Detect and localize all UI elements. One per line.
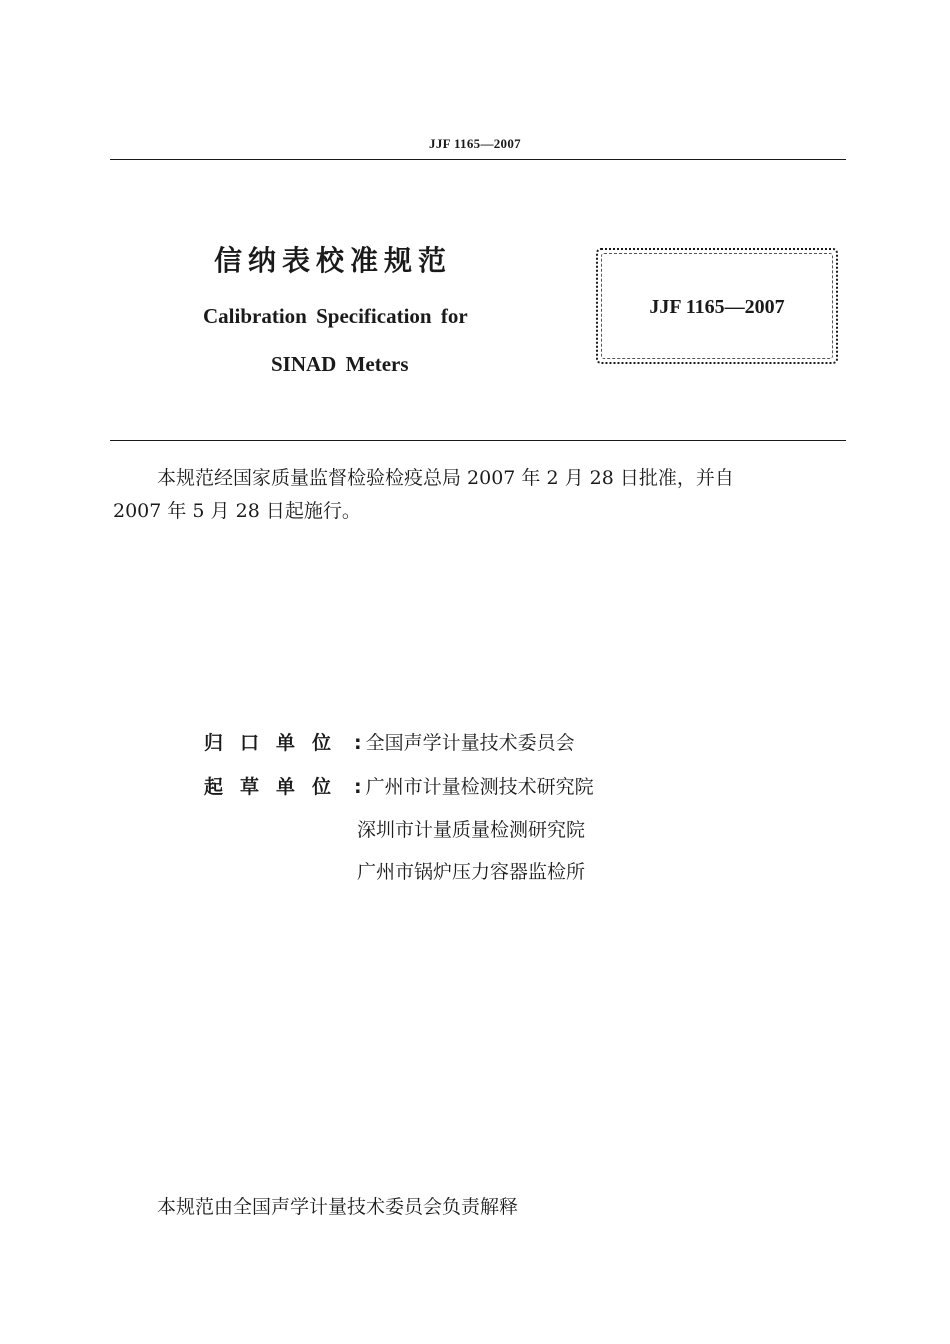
label-colon: :	[354, 732, 362, 754]
drafting-unit-row	[204, 772, 594, 802]
interpretation-note: 本规范由全国声学计量技术委员会负责解释	[157, 1196, 519, 1218]
label-char: 归	[204, 732, 224, 754]
label-char: 位	[312, 776, 332, 798]
header-document-code: JJF 1165—2007	[429, 136, 521, 151]
drafting-unit-value-2: 深圳市计量质量检测研究院	[357, 819, 586, 841]
drafting-unit-value-3: 广州市锅炉压力容器监检所	[357, 861, 586, 883]
title-english-line2: SINAD Meters	[271, 352, 409, 376]
top-rule	[110, 159, 846, 160]
approval-line-2: 2007 年 5 月 28 日起施行。	[113, 500, 361, 522]
middle-rule	[110, 440, 846, 441]
title-english-line1: Calibration Specification for	[203, 304, 468, 328]
label-colon: :	[354, 776, 362, 798]
label-char: 位	[312, 732, 332, 754]
code-box-text: JJF 1165—2007	[649, 296, 785, 318]
approval-statement	[113, 462, 848, 528]
label-char: 单	[276, 776, 296, 798]
specification-code-box	[596, 248, 838, 364]
label-char: 口	[240, 732, 260, 754]
responsible-unit-label	[204, 728, 354, 758]
responsible-unit-value: 全国声学计量技术委员会	[365, 732, 575, 754]
drafting-unit-value-1: 广州市计量检测技术研究院	[365, 776, 594, 798]
label-char: 起	[204, 776, 224, 798]
drafting-unit-label	[204, 772, 354, 802]
label-char: 单	[276, 732, 296, 754]
label-char: 草	[240, 776, 260, 798]
responsible-unit-row	[204, 728, 575, 758]
title-chinese: 信纳表校准规范	[214, 244, 453, 277]
approval-line-1: 本规范经国家质量监督检验检疫总局 2007 年 2 月 28 日批准，并自	[157, 467, 734, 489]
